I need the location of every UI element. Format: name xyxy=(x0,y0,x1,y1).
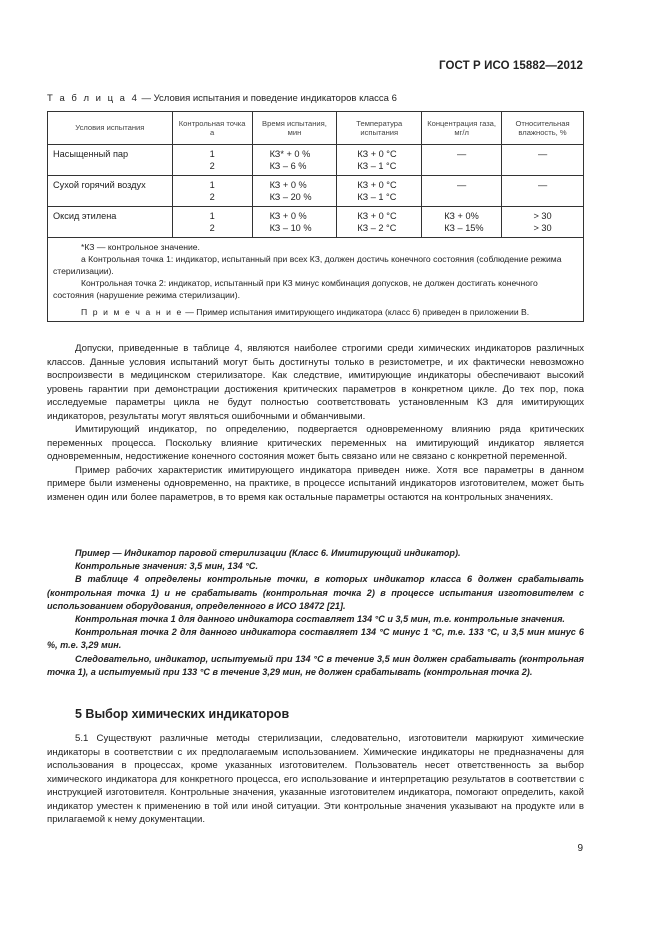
cell-condition: Сухой горячий воздух xyxy=(48,176,173,207)
example-line: В таблице 4 определены контрольные точки, в которых индикатор класса 6 должен срабатывать (контрольная точка 1) и не срабатывать (контрольная точка 2) в процессе испытания изготовителем с использованием оборудования, определенного в ИСО 18472 [21]. xyxy=(47,574,584,611)
cell-condition: Насыщенный пар xyxy=(48,145,173,176)
cell-time: КЗ + 0 % КЗ – 10 % xyxy=(252,207,337,238)
column-header: Контрольная точка а xyxy=(172,112,252,145)
cell-conc: КЗ + 0% КЗ – 15% xyxy=(422,207,502,238)
cell-points: 1 2 xyxy=(172,145,252,176)
cell-temp: КЗ + 0 °С КЗ – 1 °С xyxy=(337,145,422,176)
example-line: Контрольная точка 2 для данного индикатора составляет 134 °С минус 1 °С, т.е. 133 °С, и 3,5 мин минус 6 %, т.е. 3,29 мин. xyxy=(47,627,584,651)
paragraph: 5.1 Существуют различные методы стерилизации, следовательно, изготовители маркируют химические индикаторы в соответствии с их предполагаемым использованием. Химические индикаторы не предназначены для использования в процессах, кроме указанных изготовителем. Пользователь несет ответственность за выбор химического индикатора для конкретного процесса, его использование и интерпретацию результатов в соответствии с инструкцией изготовителя. Контрольные значения, указанные изготовителем индикатора, помогают определить, какой индикатор уместен к применению в той или иной ситуации. Эти контрольные значения указывают на продукте или в прилагаемой к нему документации. xyxy=(47,733,584,825)
section-body xyxy=(47,732,584,827)
column-header: Время испытания, мин xyxy=(252,112,337,145)
cell-points: 1 2 xyxy=(172,207,252,238)
example-line: Пример — Индикатор паровой стерилизации (Класс 6. Имитирующий индикатор). xyxy=(75,548,461,558)
cell-humidity: > 30 > 30 xyxy=(502,207,584,238)
cell-time: КЗ + 0 % КЗ – 20 % xyxy=(252,176,337,207)
table-note xyxy=(53,306,578,318)
page-number: 9 xyxy=(577,843,583,854)
example-line: Следовательно, индикатор, испытуемый при 134 °С в течение 3,5 мин должен срабатывать (контрольная точка 1), а испытуемый при 133 °С в течение 3,29 мин, не должен срабатывать (контрольная точка 2). xyxy=(47,653,584,677)
cell-temp: КЗ + 0 °С КЗ – 2 °С xyxy=(337,207,422,238)
note-text: — Пример испытания имитирующего индикатора (класс 6) приведен в приложении В. xyxy=(182,307,530,317)
cell-time: КЗ* + 0 % КЗ – 6 % xyxy=(252,145,337,176)
example-block xyxy=(47,547,584,679)
conditions-table xyxy=(47,111,584,322)
column-header: Условия испытания xyxy=(48,112,173,145)
cell-points: 1 2 xyxy=(172,176,252,207)
table-footnotes-row xyxy=(48,238,584,322)
cell-conc: — xyxy=(422,145,502,176)
paragraph: Допуски, приведенные в таблице 4, являются наиболее строгими среди химических индикаторов различных классов. Данные условия испытаний могут быть достигнуты только в резистометре, и их фактически невозможно воспроизвести в медицинском стерилизаторе. Как следствие, имитирующие индикаторы обеспечивают высокий уровень гарантии при демонстрации достижения критических параметров в конкретном цикле. До тех пор, пока исследуемые параметры цикла не будут полностью соответствовать установленным КЗ для имитирующих индикаторов, результаты могут являться ошибочными и обманчивыми. xyxy=(47,343,584,422)
note-label: П р и м е ч а н и е xyxy=(81,307,183,317)
section-title: 5 Выбор химических индикаторов xyxy=(75,707,290,721)
footnote: а Контрольная точка 1: индикатор, испытанный при всех КЗ, должен достичь конечного состояния (соблюдение режима стерилизации). xyxy=(53,254,562,276)
paragraph: Имитирующий индикатор, по определению, подвергается одновременному влиянию ряда критических переменных процесса. Поскольку влияние критических переменных на имитирующий индикатор является одновременным, недостижение конечного состояния может быть связано или не связано с конкретной переменной. xyxy=(47,424,584,462)
document-id: ГОСТ Р ИСО 15882—2012 xyxy=(438,60,583,72)
cell-conc: — xyxy=(422,176,502,207)
cell-humidity: — xyxy=(502,145,584,176)
cell-temp: КЗ + 0 °С КЗ – 1 °С xyxy=(337,176,422,207)
footnote: *КЗ — контрольное значение. xyxy=(81,242,200,252)
cell-condition: Оксид этилена xyxy=(48,207,173,238)
table-caption-text: — Условия испытания и поведение индикаторов класса 6 xyxy=(138,93,397,104)
example-line: Контрольная точка 1 для данного индикатора составляет 134 °С и 3,5 мин, т.е. контрольные значения. xyxy=(75,614,565,625)
table-caption xyxy=(47,93,397,104)
table-footnotes xyxy=(48,238,584,322)
table-row xyxy=(48,207,584,238)
table-row xyxy=(48,145,584,176)
table-header-row xyxy=(48,112,584,145)
example-line: Контрольные значения: 3,5 мин, 134 °С. xyxy=(75,561,258,572)
column-header: Концентрация газа, мг/л xyxy=(422,112,502,145)
column-header: Температура испытания xyxy=(337,112,422,145)
column-header: Относительная влажность, % xyxy=(502,112,584,145)
table-caption-label: Т а б л и ц а 4 xyxy=(47,93,139,104)
table-row xyxy=(48,176,584,207)
body-text xyxy=(47,342,584,504)
paragraph: Пример рабочих характеристик имитирующего индикатора приведен ниже. Хотя все параметры в данном примере были изменены одновременно, на практике, в процессе испытаний индикаторов изготовителем, может быть изменен один или более параметров, в то время как остальные параметры остаются на контрольных значениях. xyxy=(47,464,584,503)
footnote: Контрольная точка 2: индикатор, испытанный при КЗ минус комбинация допусков, не должен достигать конечного состояния (нарушение режима стерилизации). xyxy=(53,278,538,300)
cell-humidity: — xyxy=(502,176,584,207)
